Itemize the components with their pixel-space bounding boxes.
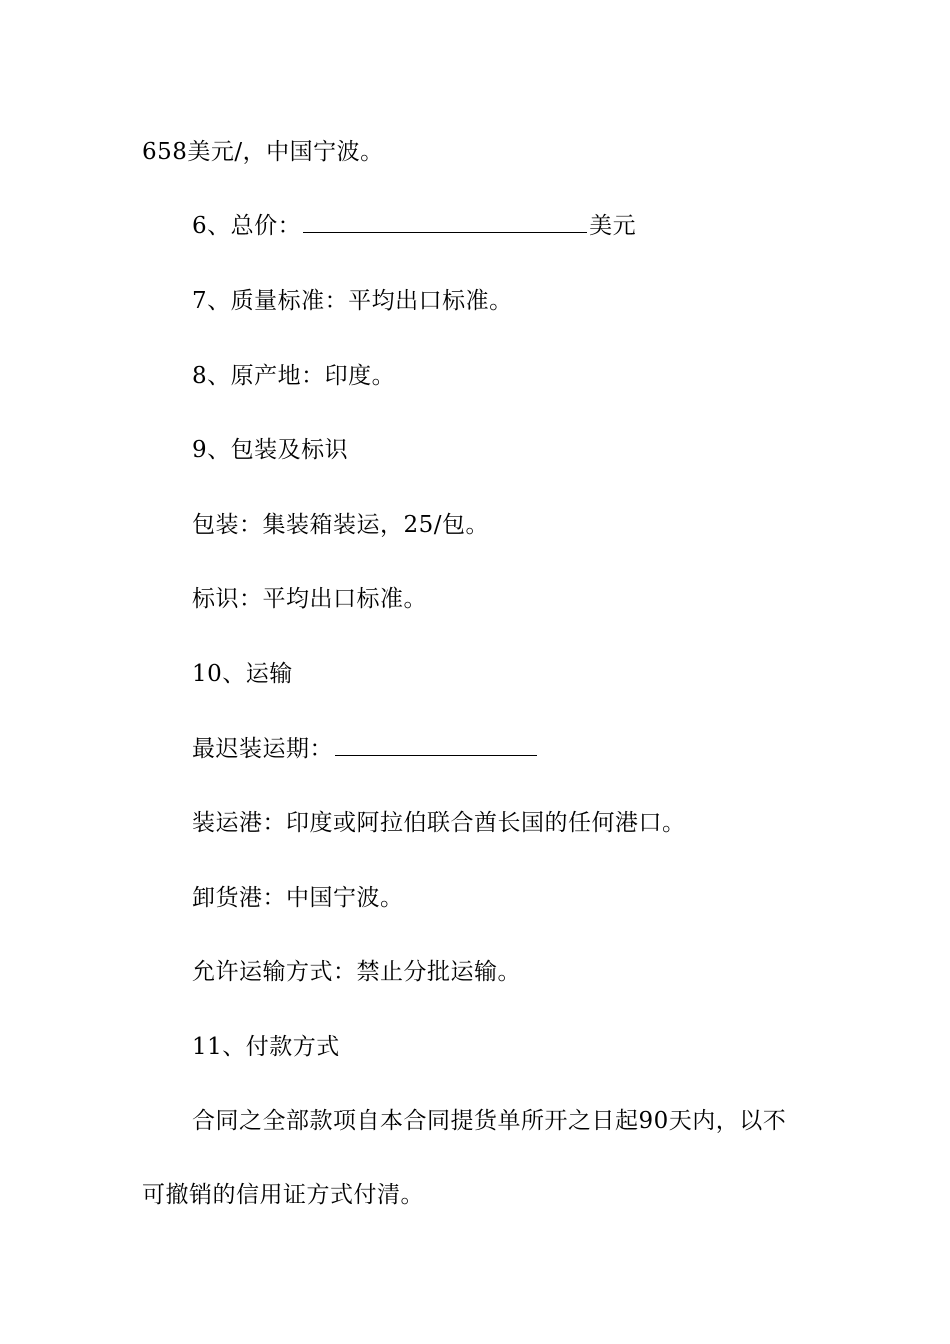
text-line-latest-shipment bbox=[192, 735, 539, 763]
text-content: 合同之全部款项自本合同提货单所开之日起90天内，以不 bbox=[192, 1108, 787, 1134]
text-content: 装运港：印度或阿拉伯联合酋长国的任何港口。 bbox=[192, 810, 686, 836]
heading-payment bbox=[192, 1033, 340, 1061]
text-line-loading-port bbox=[192, 809, 686, 837]
text-content: 标识：平均出口标准。 bbox=[192, 586, 427, 612]
text-content: 658美元/，中国宁波。 bbox=[142, 139, 384, 165]
text-line-payment-terms bbox=[192, 1107, 786, 1135]
heading-packing-marking bbox=[192, 436, 348, 464]
heading-transport bbox=[192, 660, 293, 688]
latest-shipment-blank bbox=[335, 737, 537, 756]
text-line-marking bbox=[192, 585, 427, 613]
text-content: 7、质量标准：平均出口标准。 bbox=[192, 288, 513, 314]
text-line-quality-standard bbox=[192, 287, 513, 315]
text-content: 可撤销的信用证方式付清。 bbox=[142, 1182, 424, 1208]
total-price-blank bbox=[303, 214, 587, 233]
text-content: 9、包装及标识 bbox=[192, 437, 349, 463]
text-content: 10、运输 bbox=[192, 661, 293, 687]
text-line-transport-mode bbox=[192, 958, 521, 986]
text-content: 11、付款方式 bbox=[192, 1034, 340, 1060]
text-content: 允许运输方式：禁止分批运输。 bbox=[192, 959, 521, 985]
text-line-total-price bbox=[192, 212, 636, 240]
total-price-unit: 美元 bbox=[589, 213, 637, 239]
text-line-payment-terms-cont bbox=[142, 1181, 424, 1209]
text-content: 8、原产地：印度。 bbox=[192, 363, 396, 389]
text-line-origin bbox=[192, 362, 395, 390]
text-content: 卸货港：中国宁波。 bbox=[192, 885, 404, 911]
text-line-discharge-port bbox=[192, 884, 404, 912]
text-line-packing bbox=[192, 511, 489, 539]
total-price-label: 6、总价： bbox=[192, 213, 302, 239]
latest-shipment-label: 最迟装运期： bbox=[192, 736, 333, 762]
text-content: 包装：集装箱装运，25/包。 bbox=[192, 512, 490, 538]
text-line-price-location bbox=[142, 138, 384, 166]
